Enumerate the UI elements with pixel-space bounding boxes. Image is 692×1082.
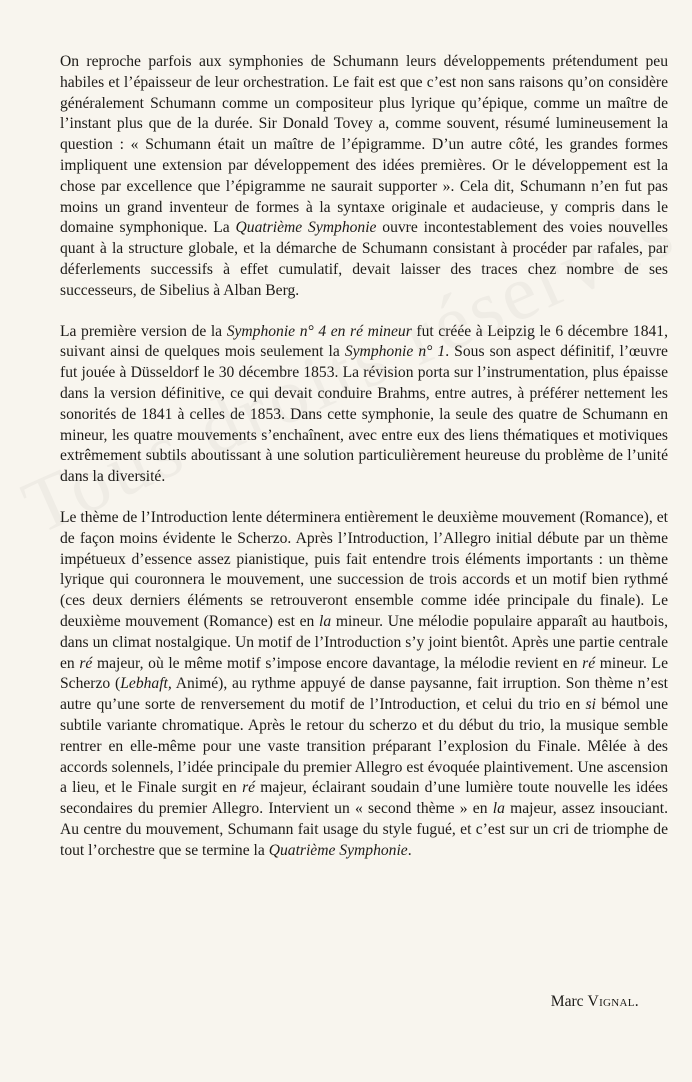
text-segment: mineur. Le Scherzo ( [60, 654, 669, 693]
text-segment: majeur, où le même motif s’impose encore davantage, la mélodie revient en [92, 654, 583, 672]
text-segment: Le thème de l’Introduction lente déterminera entièrement le deuxième mouvement (Romance), et de façon moins évidente le Scherzo. Après l’Introduction, l’Allegro initial débute par un thème impétueux d’essence assez pianistique, puis fait entendre trois éléments importants : un thème lyrique qui couronnera le mouvement, une succession de trois accords et un motif bien rythmé (ces deux derniers éléments se retrouveront ensemble comme idée principale du finale). Le deuxième mouvement (Romance) est en [60, 508, 668, 630]
work-title: Symphonie n° 4 en ré mineur [226, 322, 412, 340]
paragraph-2 [60, 322, 668, 488]
key-name: la [492, 800, 505, 818]
key-name: si [585, 696, 596, 714]
work-title: Quatrième Symphonie [235, 219, 377, 237]
key-name: ré [79, 654, 93, 672]
work-title: Symphonie n° 1 [344, 343, 446, 361]
text-segment: mineur. Une mélodie populaire apparaît au hautbois, dans un climat nostalgique. Un motif de l’Introduction s’y joint bientôt. Après une partie centrale en [60, 612, 668, 672]
text-segment: majeur, éclairant soudain d’une lumière toute nouvelle les idées secondaires du premier Allegro. Intervient un « second thème » en [60, 779, 668, 818]
work-title: Quatrième Symphonie [268, 841, 408, 859]
author-first-name: Marc [550, 993, 584, 1010]
paragraph-3 [60, 508, 668, 862]
key-name: ré [242, 779, 256, 797]
text-segment: . Sous son aspect définitif, l’œuvre fut jouée à Düsseldorf le 30 décembre 1853. La révision porta sur l’instrumentation, plus épaisse dans la version définitive, ce qui devait conduire Brahms, entre autres, à préférer nettement les sonorités de 1841 à celles de 1853. Dans cette symphonie, la seule des quatre de Schumann en mineur, les quatre mouvements s’enchaînent, avec entre eux des liens thématiques et motiviques extrêmement subtils aboutissant à une solution particulièrement heureuse du problème de l’unité dans la diversité. [60, 343, 668, 486]
key-name: la [319, 612, 332, 630]
tempo-marking: Lebhaft, [120, 675, 172, 693]
text-segment: fut créée à Leipzig le 6 décembre 1841, suivant ainsi de quelques mois seulement la [60, 322, 668, 361]
text-segment: ouvre incontestablement des voies nouvelles quant à la structure globale, et la démarche de Schumann consistant à procéder par rafales, par déferlements successifs à effet cumulatif, devait laisser des traces chez nombre de ses successeurs, de Sibelius à Alban Berg. [60, 219, 668, 299]
text-segment: . [407, 841, 412, 859]
key-name: ré [582, 654, 596, 672]
text-segment: On reproche parfois aux symphonies de Schumann leurs développements prétendument peu habiles et l’épaisseur de leur orchestration. Le fait est que c’est non sans raisons qu’on considère généralement Schumann comme un compositeur plus lyrique qu’épique, comme un maître de l’instant plus que de la durée. Sir Donald Tovey a, comme souvent, résumé lumineusement la question : « Schumann était un maître de l’épigramme. D’un autre côté, les grandes formes impliquent une extension par développement des idées premières. Or le développement est la chose par excellence que l’épigramme ne saurait supporter ». Cela dit, Schumann n’en fut pas moins un grand inventeur de formes à la syntaxe originale et audacieuse, y compris dans le domaine symphonique. La [60, 53, 668, 237]
author-last-name: Vignal. [587, 993, 639, 1010]
paragraph-1 [60, 52, 668, 302]
text-segment: La première version de la [60, 322, 227, 340]
author-signature [551, 993, 639, 1011]
article-body [60, 52, 668, 861]
text-segment: bémol une subtile variante chromatique. Après le retour du scherzo et du début du trio, la musique semble rentrer en elle-même pour une vaste transition préparant l’explosion du Finale. Mêlée à des accords solennels, l’idée principale du premier Allegro est évoquée plaintivement. Une ascension a lieu, et le Finale surgit en [60, 696, 668, 797]
text-segment: majeur, assez insouciant. Au centre du mouvement, Schumann fait usage du style fugué, et c’est sur un cri de triomphe de tout l’orchestre que se termine la [60, 800, 668, 859]
text-segment: Animé), au rythme appuyé de danse paysanne, fait irruption. Son thème n’est autre qu’une sorte de renversement du motif de l’Introduction, et celui du trio en [60, 675, 668, 714]
